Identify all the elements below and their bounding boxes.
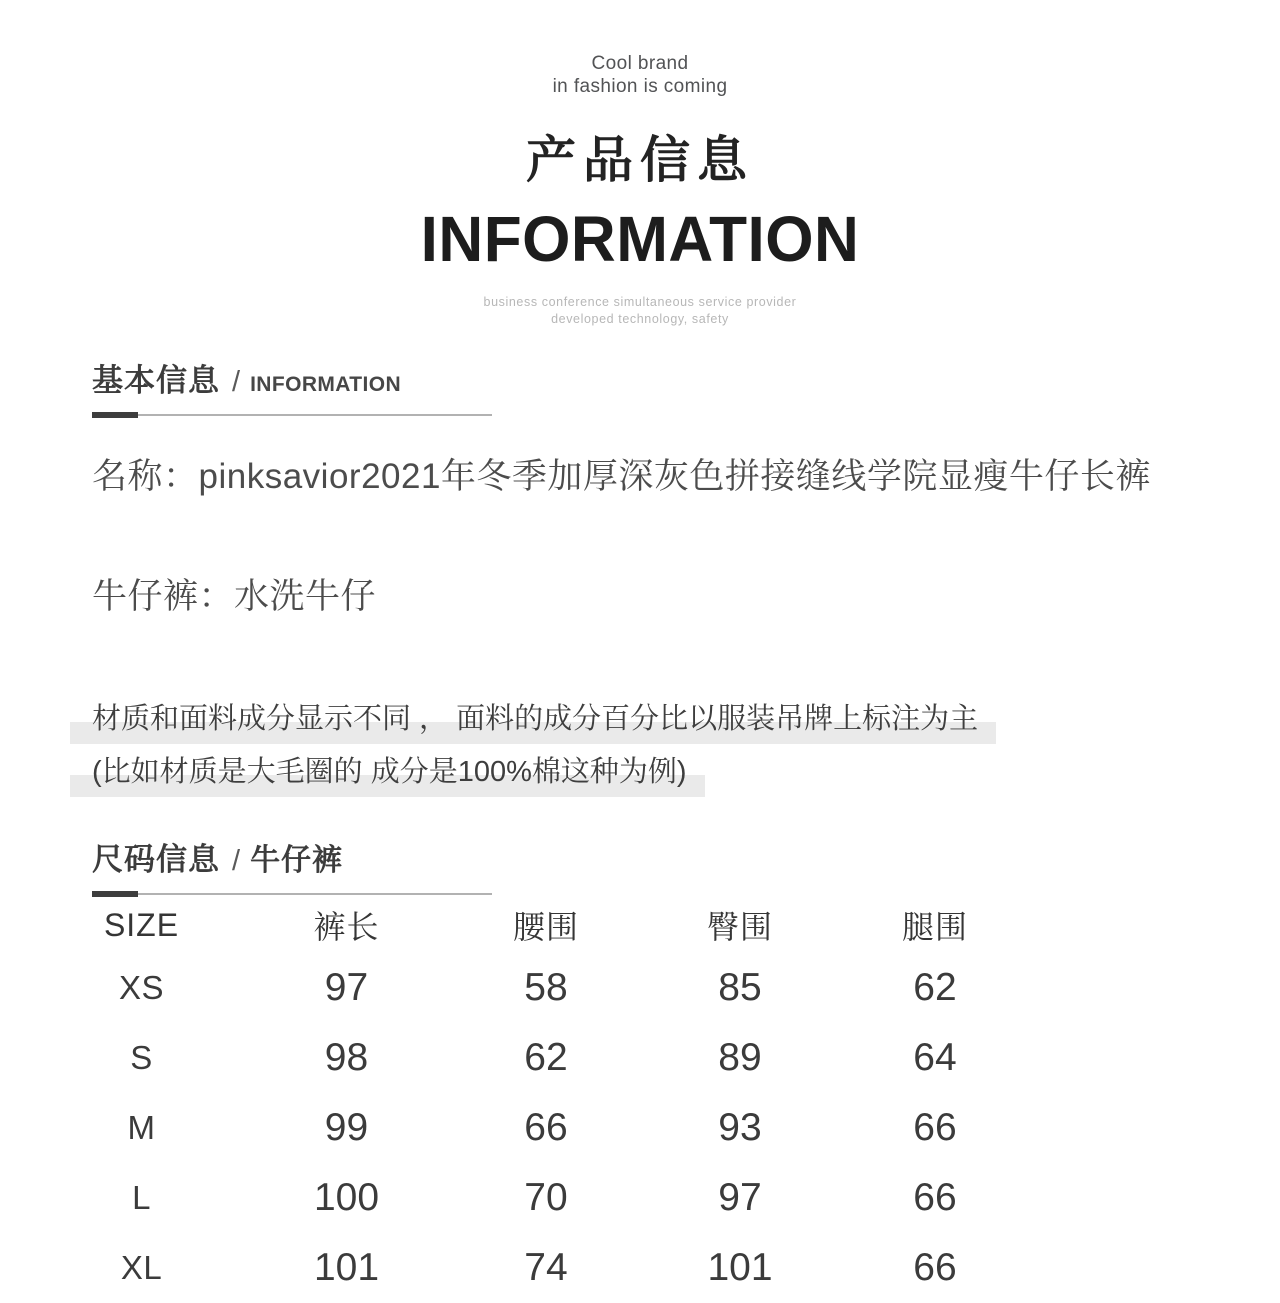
length-value: 100 — [313, 1176, 380, 1219]
underline-thin-rule — [92, 414, 492, 416]
page-header — [0, 52, 1280, 328]
material-notes — [92, 696, 996, 802]
table-row-xl — [40, 1233, 1032, 1303]
length-value: 98 — [324, 1036, 369, 1079]
size-label: XL — [120, 1249, 163, 1286]
column-header-waist: 腰围 — [512, 909, 579, 945]
size-label: M — [127, 1109, 156, 1146]
heading-separator: / — [232, 366, 241, 398]
table-row-xs — [40, 953, 1032, 1023]
leg-value: 64 — [913, 1036, 957, 1079]
leg-value: 66 — [913, 1246, 957, 1289]
brand-tagline-line2: in fashion is coming — [552, 76, 728, 97]
leg-value: 66 — [913, 1176, 957, 1219]
header-subtitle — [0, 294, 1280, 328]
header-subtitle-line1: business conference simultaneous service provider — [483, 295, 797, 309]
waist-value: 66 — [524, 1106, 568, 1149]
table-row-m — [40, 1093, 1032, 1163]
size-info-heading-suffix: 牛仔裤 — [250, 844, 344, 877]
column-header-hip: 臀围 — [706, 909, 773, 945]
hip-value: 93 — [718, 1106, 762, 1149]
basic-info-section-heading — [92, 355, 492, 418]
page-title-english: INFORMATION — [420, 203, 860, 275]
header-subtitle-line2: developed technology, safety — [551, 312, 729, 326]
column-header-leg: 腿围 — [901, 909, 968, 945]
heading-underline — [92, 412, 492, 418]
note-line-2 — [92, 749, 996, 790]
column-header-size: SIZE — [103, 906, 180, 943]
basic-info-heading-cn: 基本信息 — [92, 363, 220, 398]
product-name-line: 名称：pinksavior2021年冬季加厚深灰色拼接缝线学院显瘦牛仔长裤 — [92, 457, 1151, 496]
note-line-2-text: (比如材质是大毛圈的 成分是100%棉这种为例) — [70, 756, 705, 797]
leg-value: 62 — [913, 966, 957, 1009]
size-label: S — [130, 1039, 153, 1076]
note-line-1-text: 材质和面料成分显示不同 ， 面料的成分百分比以服装吊牌上标注为主 — [70, 703, 996, 744]
waist-value: 62 — [524, 1036, 568, 1079]
size-info-heading-line — [92, 834, 492, 879]
basic-info-heading-en: INFORMATION — [250, 373, 402, 396]
waist-value: 58 — [524, 966, 568, 1009]
size-table — [40, 897, 1032, 1303]
note-line-1 — [92, 696, 996, 737]
size-table-header-row — [40, 897, 1032, 953]
table-row-s — [40, 1023, 1032, 1093]
column-header-length: 裤长 — [313, 909, 380, 945]
length-value: 97 — [324, 966, 369, 1009]
length-value: 99 — [324, 1106, 369, 1149]
waist-value: 70 — [524, 1176, 568, 1219]
underline-thin-rule — [92, 893, 492, 895]
hip-value: 97 — [718, 1176, 762, 1219]
size-label: XS — [118, 969, 165, 1006]
brand-tagline-line1: Cool brand — [591, 53, 689, 74]
waist-value: 74 — [524, 1246, 568, 1289]
jeans-material-line: 牛仔裤：水洗牛仔 — [92, 577, 377, 616]
heading-separator: / — [232, 845, 241, 877]
page-title-chinese: 产品信息 — [526, 132, 754, 188]
underline-thick-accent — [92, 412, 138, 418]
length-value: 101 — [313, 1246, 380, 1289]
size-info-heading-cn: 尺码信息 — [92, 842, 220, 877]
hip-value: 89 — [718, 1036, 762, 1079]
leg-value: 66 — [913, 1106, 957, 1149]
hip-value: 85 — [718, 966, 762, 1009]
size-label: L — [132, 1179, 151, 1216]
hip-value: 101 — [707, 1246, 773, 1289]
table-row-l — [40, 1163, 1032, 1233]
size-info-section-heading — [92, 834, 492, 897]
basic-info-heading-line — [92, 355, 492, 400]
